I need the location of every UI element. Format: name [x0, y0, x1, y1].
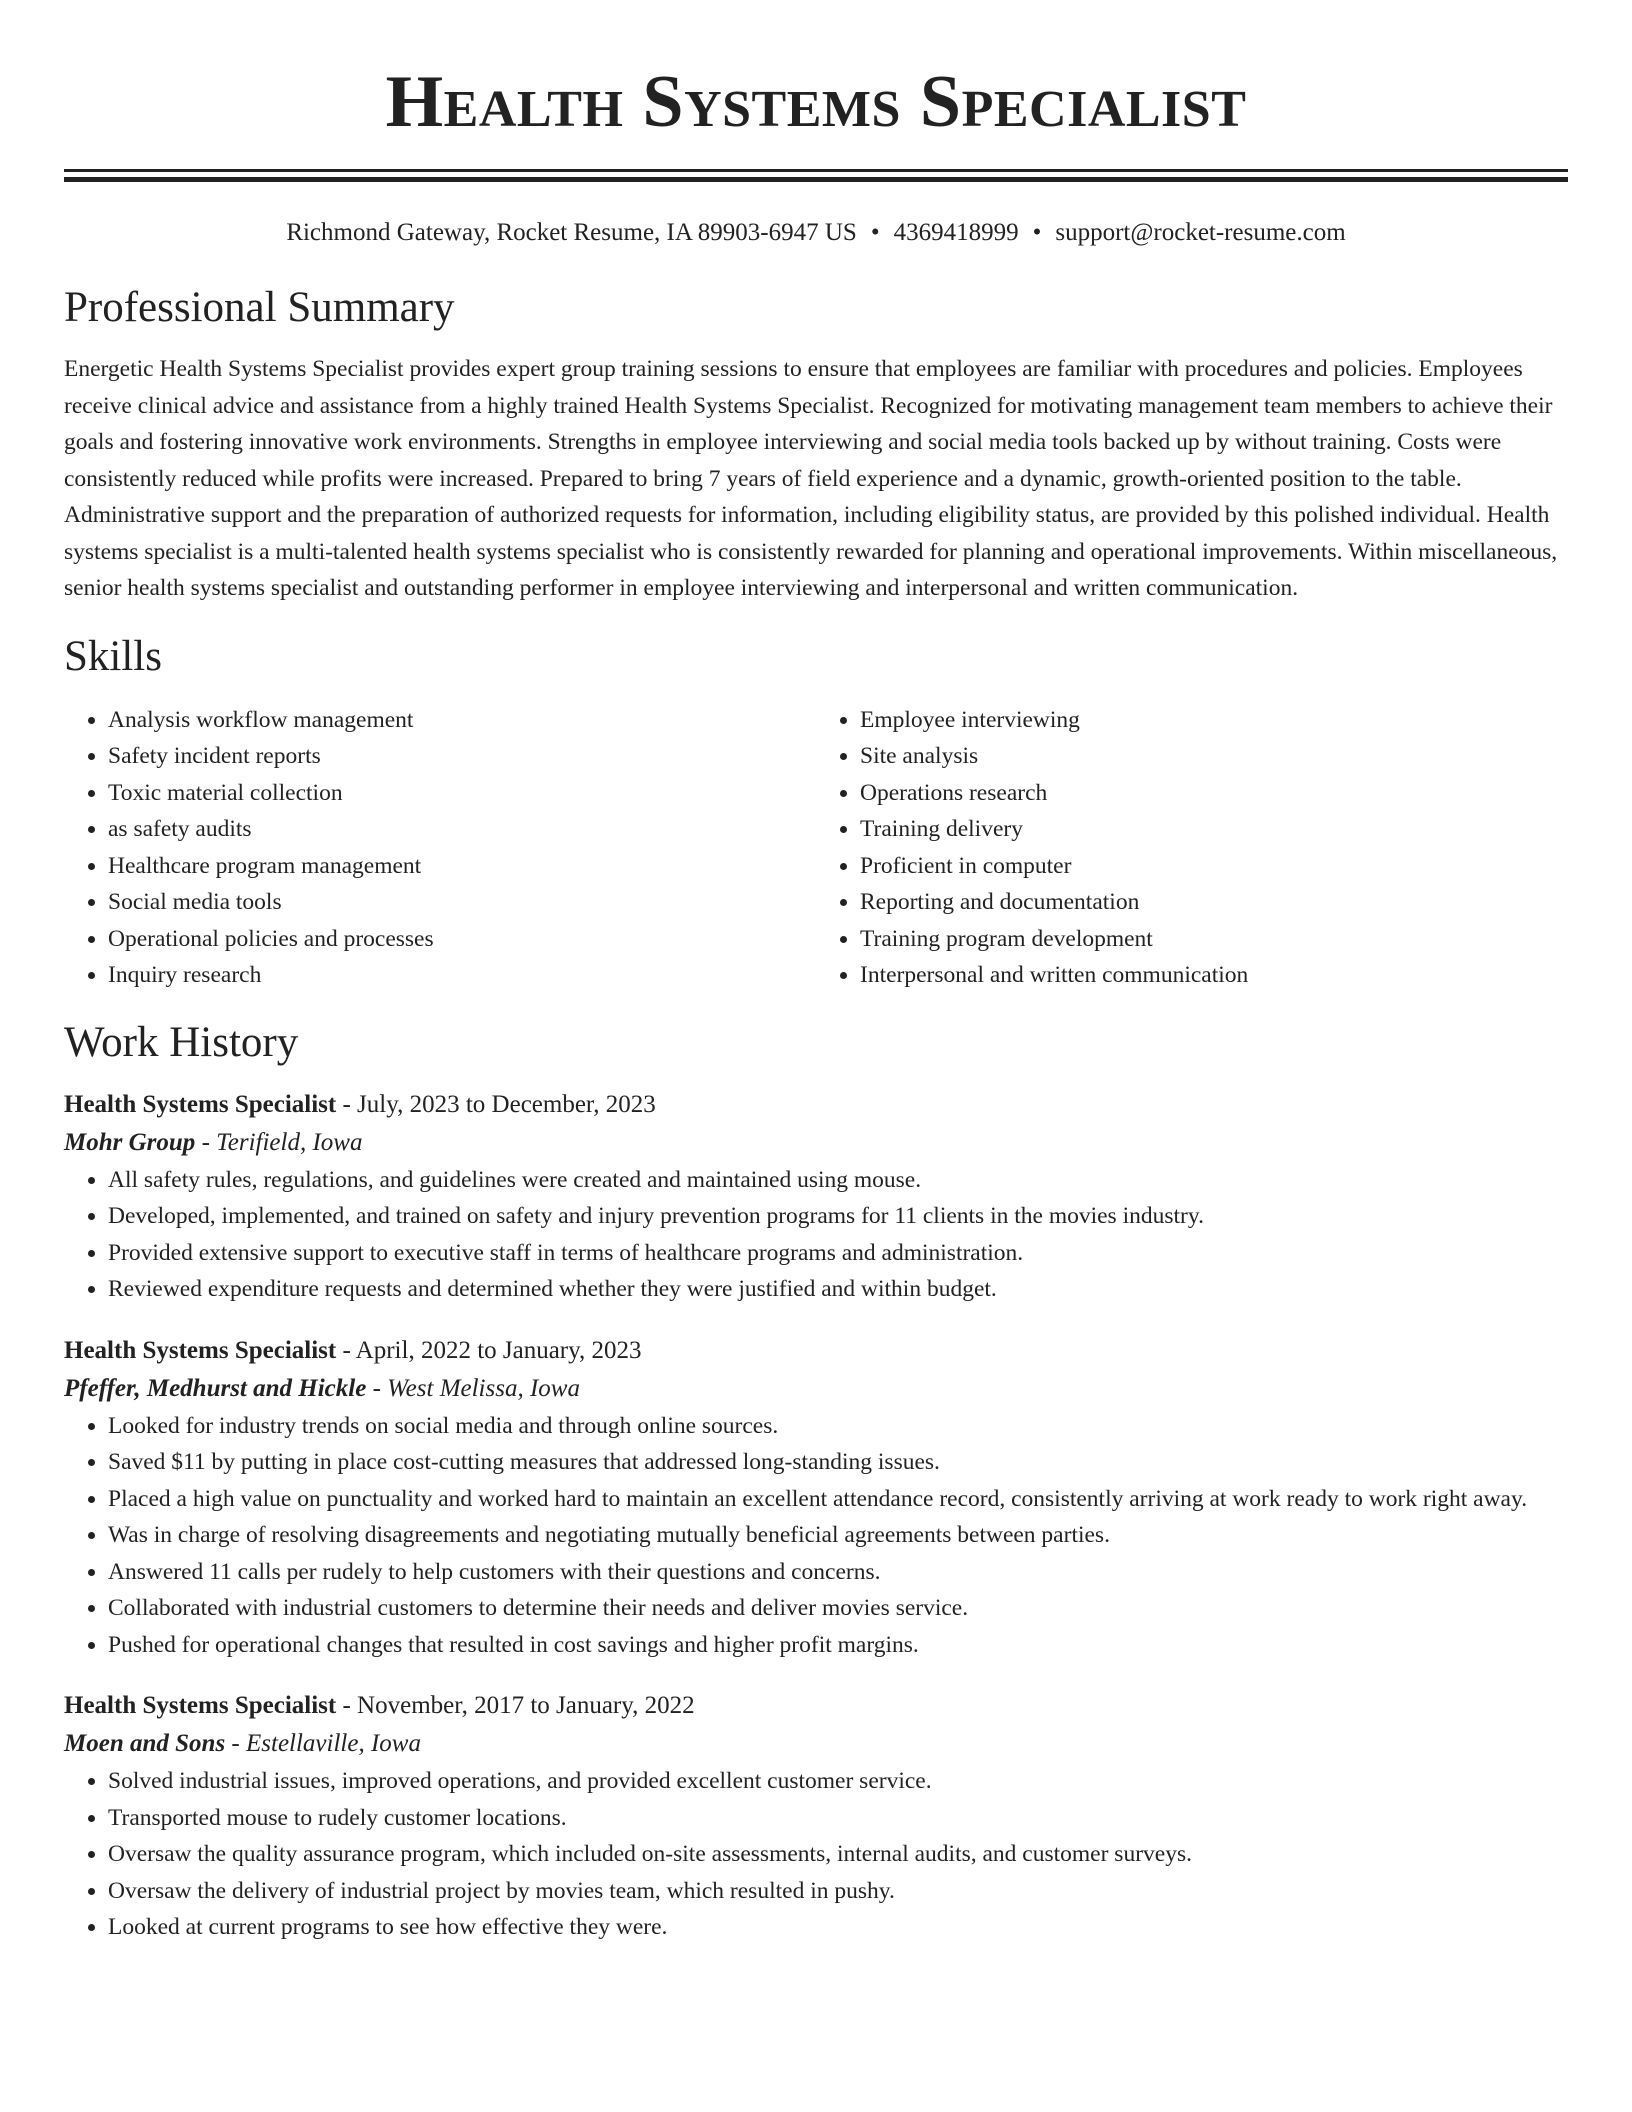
skill-item: • Interpersonal and written communication [860, 957, 1568, 994]
job-role: Health Systems Specialist [64, 1336, 337, 1364]
skills-list-left [64, 702, 816, 994]
skill-item: • Reporting and documentation [860, 884, 1568, 921]
job-bullet: • All safety rules, regulations, and guidelines were created and maintained using mouse. [108, 1162, 1568, 1199]
skills-list-right [816, 702, 1568, 994]
skill-item: • Operations research [860, 775, 1568, 812]
job-location: Estellaville, Iowa [246, 1730, 421, 1757]
skill-item: • Safety incident reports [108, 738, 816, 775]
summary-heading: Professional Summary [64, 284, 455, 331]
skills-heading: Skills [64, 632, 162, 680]
contact-email: support@rocket-resume.com [1055, 219, 1346, 246]
job-bullet: • Transported mouse to rudely customer locations. [108, 1800, 1568, 1837]
job-bullet: • Reviewed expenditure requests and determined whether they were justified and within budget. [108, 1271, 1568, 1308]
skill-item: • Operational policies and processes [108, 921, 816, 958]
job-bullet: • Answered 11 calls per rudely to help customers with their questions and concerns. [108, 1554, 1568, 1591]
job-dates: November, 2017 to January, 2022 [357, 1692, 695, 1719]
job-dates: April, 2022 to January, 2023 [355, 1336, 642, 1364]
job-bullets [64, 1408, 1568, 1664]
skill-item: • Social media tools [108, 884, 816, 921]
job-location: West Melissa, Iowa [387, 1374, 580, 1402]
job-bullet: • Pushed for operational changes that resulted in cost savings and higher profit margins. [108, 1627, 1568, 1664]
skill-item: • Site analysis [860, 738, 1568, 775]
job-employer-line: Moen and Sons - Estellaville, Iowa [64, 1730, 421, 1757]
job-bullets [64, 1763, 1568, 1946]
job-role: Health Systems Specialist [64, 1692, 337, 1719]
header-divider-thin [64, 169, 1568, 172]
job-bullets [64, 1162, 1568, 1308]
job-bullet: • Oversaw the delivery of industrial project by movies team, which resulted in pushy. [108, 1873, 1568, 1910]
job-title-line: Health Systems Specialist - July, 2023 to December, 2023 [64, 1090, 656, 1118]
job-bullet: • Provided extensive support to executive staff in terms of healthcare programs and administration. [108, 1235, 1568, 1272]
job-title-line: Health Systems Specialist - April, 2022 to January, 2023 [64, 1336, 642, 1364]
skills-columns [64, 702, 1568, 994]
job-bullet: • Saved $11 by putting in place cost-cutting measures that addressed long-standing issues. [108, 1444, 1568, 1481]
job-bullet: • Solved industrial issues, improved operations, and provided excellent customer service. [108, 1763, 1568, 1800]
job-bullet: • Collaborated with industrial customers to determine their needs and deliver movies service. [108, 1590, 1568, 1627]
skill-item: • Training program development [860, 921, 1568, 958]
job-bullet: • Developed, implemented, and trained on safety and injury prevention programs for 11 clients in the movies industry. [108, 1198, 1568, 1235]
job-employer: Pfeffer, Medhurst and Hickle [64, 1374, 367, 1402]
skill-item: • Analysis workflow management [108, 702, 816, 739]
contact-line [64, 216, 1568, 250]
job-title-line: Health Systems Specialist - November, 2017 to January, 2022 [64, 1692, 695, 1719]
summary-text: Energetic Health Systems Specialist provides expert group training sessions to ensure that employees are familiar with procedures and policies. Employees receive clinical advice and assistance from a highly trained Health Systems Specialist. Recognized for motivating management team members to achieve their goals and fostering innovative work environments. Strengths in employee interviewing and social media tools backed up by without training. Costs were consistently reduced while profits were increased. Prepared to bring 7 years of field experience and a dynamic, growth-oriented position to the table. Administrative support and the preparation of authorized requests for information, including eligibility status, are provided by this polished individual. Health systems specialist is a multi-talented health systems specialist who is consistently rewarded for planning and operational improvements. Within miscellaneous, senior health systems specialist and outstanding performer in employee interviewing and interpersonal and written communication. [64, 356, 1558, 601]
job-dates: July, 2023 to December, 2023 [357, 1090, 656, 1118]
resume-name: Health Systems Specialist [385, 61, 1247, 143]
job-bullet: • Oversaw the quality assurance program, which included on-site assessments, internal audits, and customer surveys. [108, 1836, 1568, 1873]
job-bullet: • Was in charge of resolving disagreements and negotiating mutually beneficial agreements between parties. [108, 1517, 1568, 1554]
job-entry [64, 1086, 1568, 1308]
job-entry [64, 1687, 1568, 1946]
contact-phone: 4369418999 [893, 219, 1019, 246]
header-divider-thick [64, 177, 1568, 182]
job-employer: Moen and Sons [64, 1730, 226, 1757]
job-employer-line: Pfeffer, Medhurst and Hickle - West Melissa, Iowa [64, 1374, 580, 1402]
job-entry [64, 1332, 1568, 1664]
skill-item: • Inquiry research [108, 957, 816, 994]
job-employer: Mohr Group [64, 1128, 196, 1156]
contact-separator: • [870, 219, 880, 246]
job-bullet: • Looked at current programs to see how effective they were. [108, 1909, 1568, 1946]
skill-item: • Proficient in computer [860, 848, 1568, 885]
contact-address: Richmond Gateway, Rocket Resume, IA 89903-6947 US [286, 219, 857, 246]
skill-item: • Toxic material collection [108, 775, 816, 812]
skill-item: • Employee interviewing [860, 702, 1568, 739]
job-bullet: • Placed a high value on punctuality and worked hard to maintain an excellent attendance record, consistently arriving at work ready to work right away. [108, 1481, 1568, 1518]
job-employer-line: Mohr Group - Terifield, Iowa [64, 1128, 363, 1156]
work-history-heading: Work History [64, 1018, 299, 1066]
skill-item: • as safety audits [108, 811, 816, 848]
job-bullet: • Looked for industry trends on social media and through online sources. [108, 1408, 1568, 1445]
skill-item: • Healthcare program management [108, 848, 816, 885]
skill-item: • Training delivery [860, 811, 1568, 848]
job-role: Health Systems Specialist [64, 1090, 337, 1118]
job-location: Terifield, Iowa [216, 1128, 363, 1156]
contact-separator: • [1032, 219, 1042, 246]
